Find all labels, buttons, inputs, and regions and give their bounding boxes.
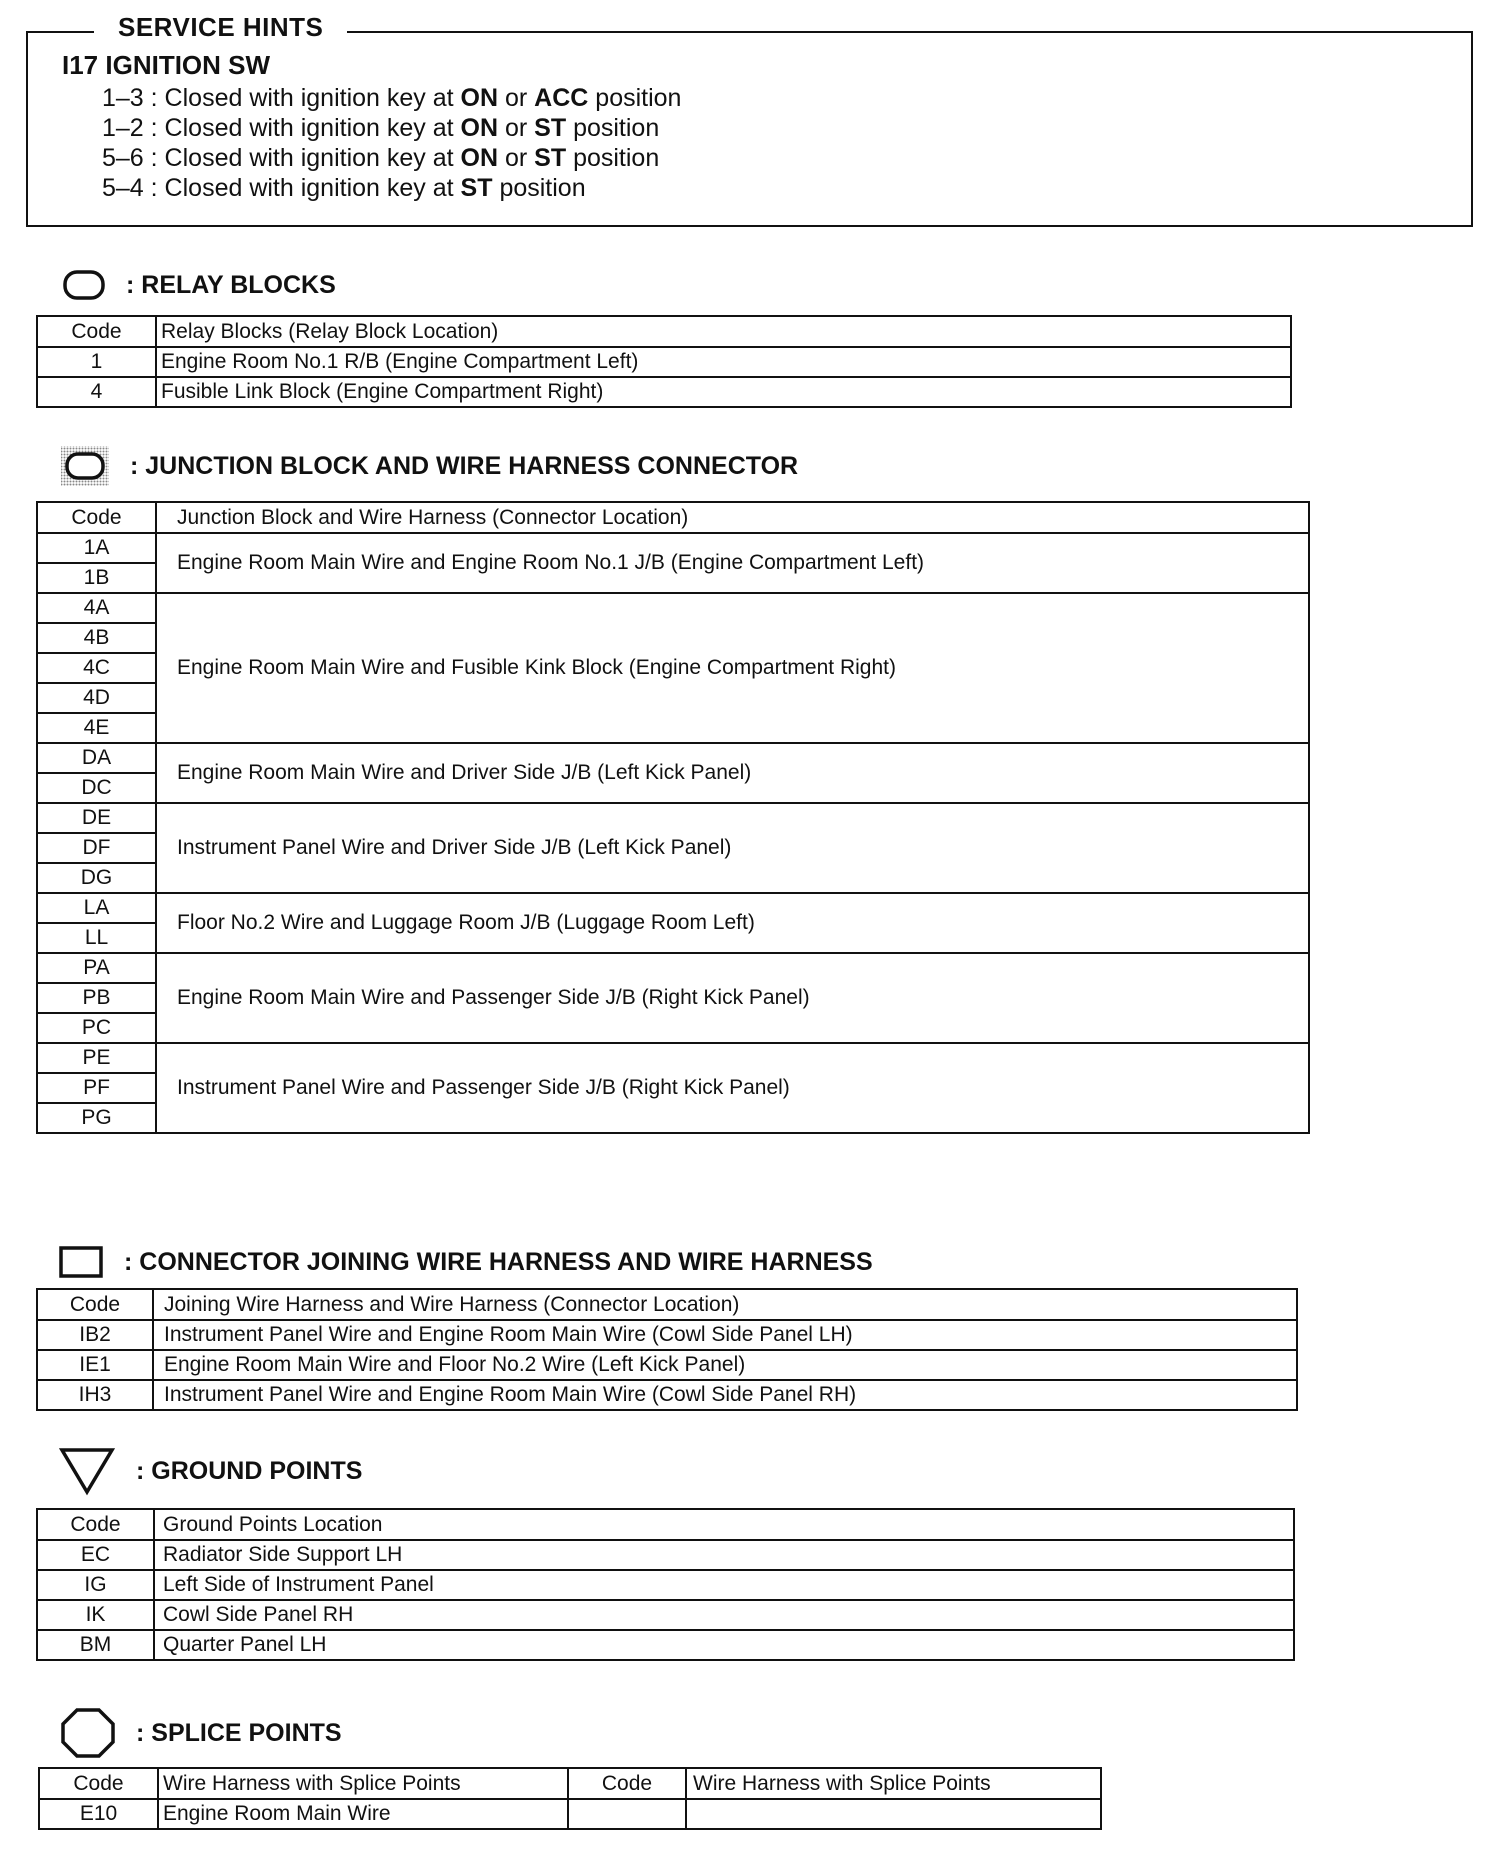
junction-block-symbol-icon [60,444,110,488]
table-row [37,593,1309,623]
header-cell: Code [37,502,156,533]
location-cell: Left Side of Instrument Panel [154,1570,1294,1600]
code-cell: EC [37,1540,154,1570]
code-cell: PB [37,983,156,1013]
code-cell [568,1799,686,1829]
code-cell: BM [37,1630,154,1660]
code-cell: DC [37,773,156,803]
code-cell: E10 [39,1799,158,1829]
header-cell: Code [39,1768,158,1799]
splice-points-heading: : SPLICE POINTS [60,1710,342,1756]
hint-line: 1–2 : Closed with ignition key at ON or ST position [102,114,660,142]
location-cell: Engine Room Main Wire and Passenger Side J/B (Right Kick Panel) [156,953,1309,1043]
header-cell: Joining Wire Harness and Wire Harness (Connector Location) [153,1289,1297,1320]
header-cell: Wire Harness with Splice Points [158,1768,568,1799]
location-cell: Instrument Panel Wire and Passenger Side J/B (Right Kick Panel) [156,1043,1309,1133]
location-cell: Fusible Link Block (Engine Compartment Right) [156,377,1291,407]
table-header-row [37,316,1291,347]
location-cell: Floor No.2 Wire and Luggage Room J/B (Luggage Room Left) [156,893,1309,953]
relay-blocks-table [36,315,1292,408]
location-cell: Cowl Side Panel RH [154,1600,1294,1630]
code-cell: IG [37,1570,154,1600]
code-cell: PG [37,1103,156,1133]
header-cell: Wire Harness with Splice Points [686,1768,1101,1799]
connector-symbol-icon [58,1245,104,1279]
table-header-row [37,1289,1297,1320]
header-cell: Ground Points Location [154,1509,1294,1540]
header-cell: Code [37,1289,153,1320]
code-cell: PA [37,953,156,983]
relay-blocks-heading: : RELAY BLOCKS [62,262,336,308]
code-cell: 4B [37,623,156,653]
junction-block-table [36,501,1310,1134]
service-hints-title: SERVICE HINTS [94,12,347,43]
code-cell: 4 [37,377,156,407]
table-row [37,1600,1294,1630]
location-cell: Engine Room Main Wire and Fusible Kink Block (Engine Compartment Right) [156,593,1309,743]
table-row [37,1630,1294,1660]
location-cell: Engine Room Main Wire and Driver Side J/B (Left Kick Panel) [156,743,1309,803]
table-header-row [37,502,1309,533]
connector-heading: : CONNECTOR JOINING WIRE HARNESS AND WIRE HARNESS [58,1239,873,1285]
table-row [37,803,1309,833]
table-row [37,1320,1297,1350]
code-cell: 4C [37,653,156,683]
header-cell: Relay Blocks (Relay Block Location) [156,316,1291,347]
code-cell: 4E [37,713,156,743]
code-cell: DF [37,833,156,863]
table-row [37,533,1309,563]
location-cell: Instrument Panel Wire and Engine Room Main Wire (Cowl Side Panel RH) [153,1380,1297,1410]
code-cell: 4A [37,593,156,623]
code-cell: PF [37,1073,156,1103]
table-row [37,1540,1294,1570]
header-cell: Code [37,1509,154,1540]
ground-points-table [36,1508,1295,1661]
code-cell: IB2 [37,1320,153,1350]
code-cell: PE [37,1043,156,1073]
table-row [37,1350,1297,1380]
code-cell: DG [37,863,156,893]
hint-line: 1–3 : Closed with ignition key at ON or ACC position [102,84,682,112]
header-cell: Code [568,1768,686,1799]
ground-point-symbol-icon [58,1446,116,1496]
table-row [37,893,1309,923]
wire-harness-cell [686,1799,1101,1829]
hint-line: 5–4 : Closed with ignition key at ST position [102,174,586,202]
code-cell: LL [37,923,156,953]
location-cell: Engine Room No.1 R/B (Engine Compartment Left) [156,347,1291,377]
connector-table [36,1288,1298,1411]
code-cell: DA [37,743,156,773]
header-cell: Junction Block and Wire Harness (Connector Location) [156,502,1309,533]
splice-point-symbol-icon [60,1707,116,1759]
header-cell: Code [37,316,156,347]
location-cell: Engine Room Main Wire and Floor No.2 Wire (Left Kick Panel) [153,1350,1297,1380]
code-cell: 1 [37,347,156,377]
location-cell: Instrument Panel Wire and Driver Side J/B (Left Kick Panel) [156,803,1309,893]
location-cell: Radiator Side Support LH [154,1540,1294,1570]
location-cell: Instrument Panel Wire and Engine Room Main Wire (Cowl Side Panel LH) [153,1320,1297,1350]
code-cell: 4D [37,683,156,713]
code-cell: IK [37,1600,154,1630]
code-cell: DE [37,803,156,833]
table-row [39,1799,1101,1829]
ground-points-heading: : GROUND POINTS [58,1448,362,1494]
table-row [37,1380,1297,1410]
table-row [37,377,1291,407]
location-cell: Quarter Panel LH [154,1630,1294,1660]
table-row [37,1570,1294,1600]
code-cell: IE1 [37,1350,153,1380]
splice-points-table [38,1767,1102,1830]
junction-block-heading: : JUNCTION BLOCK AND WIRE HARNESS CONNECTOR [60,443,798,489]
table-header-row [37,1509,1294,1540]
table-row [37,347,1291,377]
ignition-switch-label: I17 IGNITION SW [62,50,271,80]
table-row [37,743,1309,773]
wire-harness-cell: Engine Room Main Wire [158,1799,568,1829]
code-cell: LA [37,893,156,923]
code-cell: 1A [37,533,156,563]
code-cell: 1B [37,563,156,593]
hint-line: 5–6 : Closed with ignition key at ON or ST position [102,144,660,172]
location-cell: Engine Room Main Wire and Engine Room No.1 J/B (Engine Compartment Left) [156,533,1309,593]
table-row [37,1043,1309,1073]
code-cell: PC [37,1013,156,1043]
relay-block-symbol-icon [62,268,106,302]
table-row [37,953,1309,983]
code-cell: IH3 [37,1380,153,1410]
table-header-row [39,1768,1101,1799]
